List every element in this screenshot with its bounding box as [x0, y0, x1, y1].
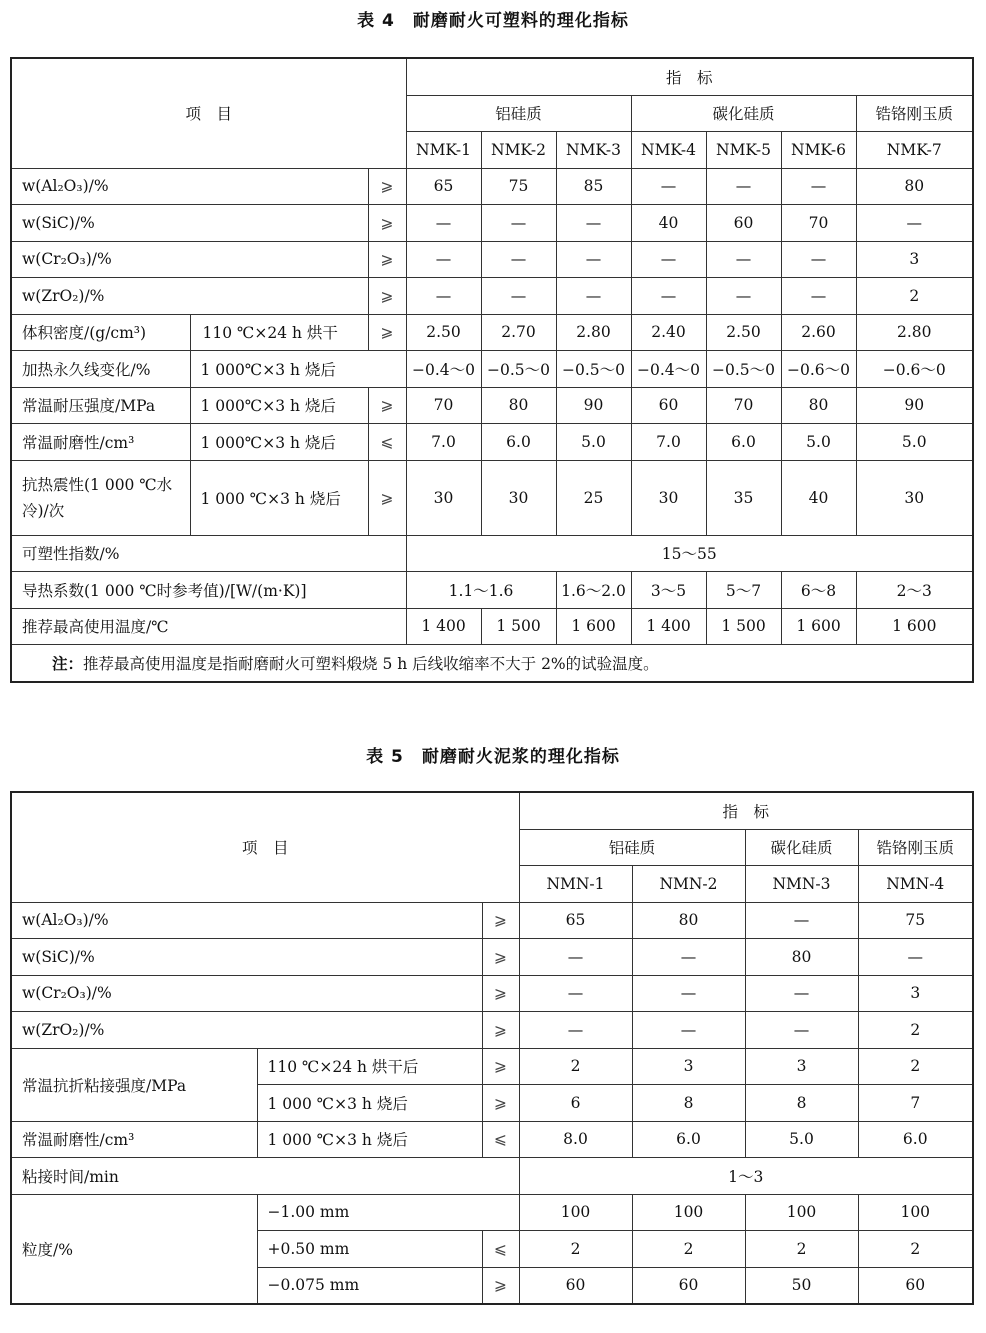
t4-cell: —	[406, 205, 481, 242]
t5-row-sym: ⩽	[482, 1121, 519, 1158]
t5-cell: 3	[632, 1048, 745, 1085]
t5-cell: 60	[858, 1267, 973, 1304]
t5-row-cond: −0.075 mm	[257, 1267, 482, 1304]
t5-cell: 8.0	[519, 1121, 632, 1158]
t4-row-compressive	[11, 387, 973, 424]
t5-cell: 1～3	[519, 1158, 973, 1195]
t4-row-cond: 110 ℃×24 h 烘干	[190, 314, 368, 351]
t5-row-sym: ⩾	[482, 1048, 519, 1085]
t5-group-header: 碳化硅质	[745, 829, 858, 866]
t4-cell: 7.0	[631, 424, 706, 461]
t4-row-zro2	[11, 278, 973, 315]
t4-cell: 2.80	[856, 314, 973, 351]
t5-cell: 2	[632, 1231, 745, 1268]
t4-code: NMK-6	[781, 132, 856, 169]
t4-cell: 40	[781, 460, 856, 535]
t5-cell: 100	[745, 1194, 858, 1231]
t4-cell: —	[781, 241, 856, 278]
t4-cell: —	[856, 205, 973, 242]
t4-row-label: w(SiC)/%	[11, 205, 368, 242]
t5-row-bond-time	[11, 1158, 973, 1195]
t5-row-label: w(SiC)/%	[11, 939, 482, 976]
t5-cell: 2	[858, 1012, 973, 1049]
t5-row-wear	[11, 1121, 973, 1158]
t5-row-al2o3	[11, 902, 973, 939]
t4-cell: —	[481, 205, 556, 242]
t5-row-cond: 110 ℃×24 h 烘干后	[257, 1048, 482, 1085]
t5-cell: —	[745, 975, 858, 1012]
t4-cell: 30	[481, 460, 556, 535]
t5-cell: 60	[519, 1267, 632, 1304]
t4-cell: 2.70	[481, 314, 556, 351]
t4-cell: −0.6～0	[856, 351, 973, 388]
t4-cell: −0.6～0	[781, 351, 856, 388]
t4-row-cond: 1 000℃×3 h 烧后	[190, 387, 368, 424]
t5-code: NMN-3	[745, 866, 858, 903]
t5-cell: 2	[858, 1048, 973, 1085]
t4-cell: 30	[631, 460, 706, 535]
t4-cell: 75	[481, 168, 556, 205]
t5-row-label: 粘接时间/min	[11, 1158, 519, 1195]
t4-cell: 1.6～2.0	[556, 572, 631, 609]
t4-cell: —	[556, 278, 631, 315]
table4	[10, 57, 974, 683]
t4-row-label: 可塑性指数/%	[11, 535, 406, 572]
t4-cell: 2	[856, 278, 973, 315]
t5-cell: 50	[745, 1267, 858, 1304]
t4-cell: 1 400	[631, 608, 706, 645]
t5-cell: 60	[632, 1267, 745, 1304]
t4-row-sic	[11, 205, 973, 242]
t4-cell: —	[706, 278, 781, 315]
t4-cell: 6.0	[706, 424, 781, 461]
t4-cell: 2.60	[781, 314, 856, 351]
t4-note-label: 注：	[52, 653, 84, 673]
t4-cell: 1 500	[706, 608, 781, 645]
t4-cell: −0.4～0	[631, 351, 706, 388]
t4-row-max-temp	[11, 608, 973, 645]
t4-cell: 2.50	[706, 314, 781, 351]
t5-cell: 2	[519, 1231, 632, 1268]
t4-cell: 1 600	[781, 608, 856, 645]
t5-cell: 6	[519, 1085, 632, 1122]
t5-code: NMN-2	[632, 866, 745, 903]
t5-header-row-1	[11, 792, 973, 829]
t4-row-label: 体积密度/(g/cm³)	[11, 314, 190, 351]
t5-row-label: 常温耐磨性/cm³	[11, 1121, 257, 1158]
t4-cell: 80	[481, 387, 556, 424]
t4-cell: —	[481, 278, 556, 315]
t4-cell: 70	[706, 387, 781, 424]
t5-cell: 80	[632, 902, 745, 939]
t4-row-label: 抗热震性(1 000 ℃水冷)/次	[11, 460, 190, 535]
t4-cell: —	[406, 278, 481, 315]
t4-cell: 90	[856, 387, 973, 424]
t5-row-zro2	[11, 1012, 973, 1049]
t4-cell: 6～8	[781, 572, 856, 609]
t4-code: NMK-1	[406, 132, 481, 169]
t4-cell: —	[481, 241, 556, 278]
t4-cell: −0.5～0	[481, 351, 556, 388]
t4-row-sym: ⩾	[368, 205, 406, 242]
t5-cell: 5.0	[745, 1121, 858, 1158]
t4-row-sym: ⩾	[368, 168, 406, 205]
t5-cell: —	[858, 939, 973, 976]
t5-cell: 65	[519, 902, 632, 939]
t5-row-cr2o3	[11, 975, 973, 1012]
t5-row-cond: 1 000 ℃×3 h 烧后	[257, 1085, 482, 1122]
t4-row-label: w(ZrO₂)/%	[11, 278, 368, 315]
t4-cell: 5.0	[856, 424, 973, 461]
t4-row-label: 推荐最高使用温度/℃	[11, 608, 406, 645]
t4-cell: 30	[856, 460, 973, 535]
t5-cell: —	[632, 975, 745, 1012]
t5-row-cond: 1 000 ℃×3 h 烧后	[257, 1121, 482, 1158]
t4-cell: 70	[406, 387, 481, 424]
t4-index-header: 指 标	[406, 58, 973, 95]
t5-cell: —	[632, 939, 745, 976]
t5-cell: 6.0	[858, 1121, 973, 1158]
t4-row-sym: ⩾	[368, 314, 406, 351]
table5	[10, 791, 974, 1305]
t4-cell: —	[781, 168, 856, 205]
t4-cell: 5.0	[781, 424, 856, 461]
t4-row-label: 导热系数(1 000 ℃时参考值)/[W/(m·K)]	[11, 572, 406, 609]
t5-cell: 6.0	[632, 1121, 745, 1158]
t4-header-row-1	[11, 58, 973, 95]
t5-cell: —	[519, 975, 632, 1012]
t5-index-header: 指 标	[519, 792, 973, 829]
t4-cell: 30	[406, 460, 481, 535]
t5-cell: 100	[632, 1194, 745, 1231]
t5-row-label: w(Cr₂O₃)/%	[11, 975, 482, 1012]
t5-row-sym: ⩾	[482, 1012, 519, 1049]
t5-row-label: 常温抗折粘接强度/MPa	[11, 1048, 257, 1121]
t4-cell: −0.5～0	[556, 351, 631, 388]
t4-note	[11, 645, 973, 682]
t4-cell: 2.40	[631, 314, 706, 351]
t4-cell: 1 600	[856, 608, 973, 645]
t4-cell: 15～55	[406, 535, 973, 572]
t4-cell: 60	[706, 205, 781, 242]
t4-cell: —	[706, 241, 781, 278]
t4-row-label: 常温耐磨性/cm³	[11, 424, 190, 461]
table5-caption: 表 5 耐磨耐火泥浆的理化指标	[366, 747, 620, 767]
t4-row-wear	[11, 424, 973, 461]
t5-row-sym: ⩾	[482, 1085, 519, 1122]
t4-note-text: 推荐最高使用温度是指耐磨耐火可塑料煅烧 5 h 后线收缩率不大于 2%的试验温度。	[83, 654, 659, 673]
t5-row-label: w(Al₂O₃)/%	[11, 902, 482, 939]
t4-cell: 2.50	[406, 314, 481, 351]
t4-cell: —	[631, 168, 706, 205]
t5-row-label: w(ZrO₂)/%	[11, 1012, 482, 1049]
t5-row-grain-1	[11, 1194, 973, 1231]
t4-row-label: w(Al₂O₃)/%	[11, 168, 368, 205]
t4-group-header: 铝硅质	[406, 95, 631, 132]
t5-cell: 8	[632, 1085, 745, 1122]
t4-cell: 1 500	[481, 608, 556, 645]
t4-cell: 3	[856, 241, 973, 278]
t5-row-sic	[11, 939, 973, 976]
t5-row-sym: ⩾	[482, 939, 519, 976]
t4-row-cond: 1 000℃×3 h 烧后	[190, 351, 406, 388]
t5-row-sym: ⩽	[482, 1231, 519, 1268]
t5-cell: 3	[858, 975, 973, 1012]
t4-cell: 7.0	[406, 424, 481, 461]
t4-row-sym: ⩾	[368, 241, 406, 278]
t5-group-header: 铝硅质	[519, 829, 745, 866]
t4-row-conductivity	[11, 572, 973, 609]
t4-row-sym: ⩾	[368, 460, 406, 535]
t4-cell: —	[556, 205, 631, 242]
t4-cell: 80	[856, 168, 973, 205]
t5-row-sym: ⩾	[482, 1267, 519, 1304]
t4-row-linear-change	[11, 351, 973, 388]
t5-cell: 100	[858, 1194, 973, 1231]
t4-cell: 80	[781, 387, 856, 424]
t5-cell: 80	[745, 939, 858, 976]
t4-cell: 5～7	[706, 572, 781, 609]
t5-cell: —	[519, 1012, 632, 1049]
t4-row-cr2o3	[11, 241, 973, 278]
t5-row-cond: +0.50 mm	[257, 1231, 482, 1268]
t4-cell: —	[706, 168, 781, 205]
t5-cell: 2	[519, 1048, 632, 1085]
table4-caption: 表 4 耐磨耐火可塑料的理化指标	[357, 11, 629, 31]
t5-cell: 2	[745, 1231, 858, 1268]
t4-cell: 2～3	[856, 572, 973, 609]
t4-cell: 90	[556, 387, 631, 424]
t5-row-label: 粒度/%	[11, 1194, 257, 1304]
t5-cell: 3	[745, 1048, 858, 1085]
t4-row-label: w(Cr₂O₃)/%	[11, 241, 368, 278]
t4-row-label: 常温耐压强度/MPa	[11, 387, 190, 424]
t5-group-header: 锆铬刚玉质	[858, 829, 973, 866]
t4-code: NMK-7	[856, 132, 973, 169]
t5-item-header: 项 目	[11, 792, 519, 902]
t4-cell: —	[631, 278, 706, 315]
t4-row-cond: 1 000℃×3 h 烧后	[190, 424, 368, 461]
t4-cell: −0.5～0	[706, 351, 781, 388]
t4-code: NMK-2	[481, 132, 556, 169]
t4-code: NMK-4	[631, 132, 706, 169]
t5-cell: 8	[745, 1085, 858, 1122]
t4-row-sym: ⩽	[368, 424, 406, 461]
t5-cell: —	[632, 1012, 745, 1049]
t4-row-plasticity	[11, 535, 973, 572]
t4-row-al2o3	[11, 168, 973, 205]
t4-row-sym: ⩾	[368, 278, 406, 315]
t5-cell: —	[519, 939, 632, 976]
t4-cell: 2.80	[556, 314, 631, 351]
t5-cell: 2	[858, 1231, 973, 1268]
t4-cell: 1 600	[556, 608, 631, 645]
t4-code: NMK-5	[706, 132, 781, 169]
t4-cell: 25	[556, 460, 631, 535]
t4-row-thermal-shock	[11, 460, 973, 535]
t5-cell: 75	[858, 902, 973, 939]
t4-cell: —	[406, 241, 481, 278]
t5-cell: —	[745, 902, 858, 939]
t4-row-label: 加热永久线变化/%	[11, 351, 190, 388]
t4-cell: —	[781, 278, 856, 315]
t5-code: NMN-4	[858, 866, 973, 903]
t4-code: NMK-3	[556, 132, 631, 169]
t4-cell: —	[631, 241, 706, 278]
t4-cell: 5.0	[556, 424, 631, 461]
t4-group-header: 锆铬刚玉质	[856, 95, 973, 132]
t4-cell: 6.0	[481, 424, 556, 461]
t5-code: NMN-1	[519, 866, 632, 903]
t5-row-bond-1	[11, 1048, 973, 1085]
t4-cell: 40	[631, 205, 706, 242]
t4-group-header: 碳化硅质	[631, 95, 856, 132]
t4-note-row	[11, 645, 973, 682]
t4-row-sym: ⩾	[368, 387, 406, 424]
t5-cell: 100	[519, 1194, 632, 1231]
t5-row-cond: −1.00 mm	[257, 1194, 519, 1231]
t4-cell: 3～5	[631, 572, 706, 609]
t4-cell: −0.4～0	[406, 351, 481, 388]
t4-item-header: 项 目	[11, 58, 406, 168]
t4-row-density	[11, 314, 973, 351]
t5-cell: 7	[858, 1085, 973, 1122]
t5-cell: —	[745, 1012, 858, 1049]
t5-row-sym: ⩾	[482, 975, 519, 1012]
t4-cell: 65	[406, 168, 481, 205]
t4-cell: 1.1～1.6	[406, 572, 556, 609]
t4-cell: 85	[556, 168, 631, 205]
t4-cell: 60	[631, 387, 706, 424]
t4-row-cond: 1 000 ℃×3 h 烧后	[190, 460, 368, 535]
t4-cell: 70	[781, 205, 856, 242]
t4-cell: —	[556, 241, 631, 278]
t4-cell: 35	[706, 460, 781, 535]
t5-row-sym: ⩾	[482, 902, 519, 939]
t4-cell: 1 400	[406, 608, 481, 645]
